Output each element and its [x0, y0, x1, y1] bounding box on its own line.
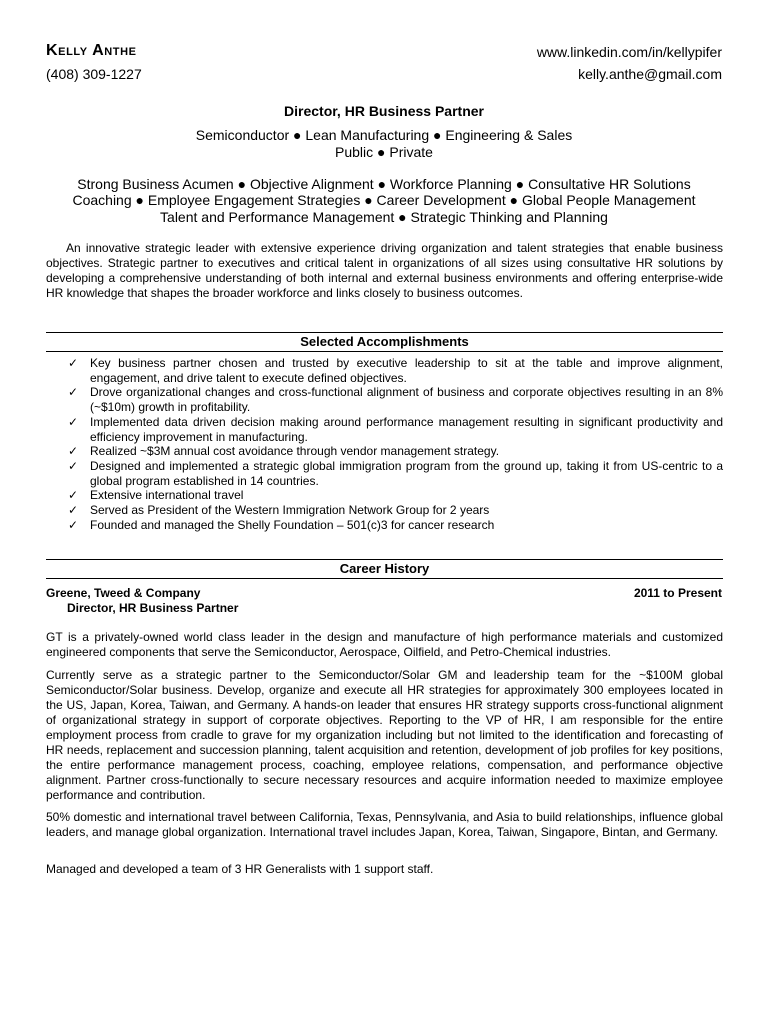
accomplishment-text: Served as President of the Western Immigration Network Group for 2 years: [90, 503, 490, 518]
career-paragraph: Currently serve as a strategic partner to the Semiconductor/Solar GM and leadership team for the ~$100M global Semiconductor/Solar business. Develop, organize and execute all HR strategies for approximately 300 employees located in the US, Japan, Korea, Taiwan, and Germany. A hands-on leader that ensures HR strategy supports cross-functional alignment of organizational strategy in support of corporate objectives. Reporting to the VP of HR, I am responsible for the entire employment process from cradle to grave for my organization including but not limited to the identification and forecasting of HR needs, replacement and succession planning, talent acquisition and retention, development of job profiles for key positions, the entire performance management process, coaching, employee relations, compensation, and performance objective alignment. Partner cross-functionally to secure necessary resources and acquire information needed to maximize employee performance and contribution.: [46, 668, 723, 802]
section-heading-career: Career History: [46, 559, 723, 579]
linkedin-url[interactable]: www.linkedin.com/in/kellypifer: [536, 44, 722, 60]
list-item: [46, 385, 723, 414]
summary-paragraph: An innovative strategic leader with extensive experience driving organization and talent strategies that enable business objectives. Strategic partner to executives and critical talent in organizations of all sizes using consultative HR solutions by developing a comprehensive understanding of both internal and external business environments and offering enterprise-wide HR knowledge that shapes the broader workforce and links closely to business outcomes.: [46, 241, 723, 300]
checkmark-icon: ✓: [68, 488, 79, 503]
accomplishment-text: Extensive international travel: [90, 488, 244, 503]
accomplishment-text: Drove organizational changes and cross-functional alignment of business and corporate objectives resulting in an 8% (~$10m) growth in profitability.: [90, 385, 723, 415]
career-paragraph: Managed and developed a team of 3 HR Generalists with 1 support staff.: [46, 862, 434, 876]
competencies-line: Strong Business Acumen ● Objective Alignment ● Workforce Planning ● Consultative HR Solutions: [77, 176, 691, 192]
list-item: [46, 488, 723, 503]
checkmark-icon: ✓: [68, 414, 79, 429]
checkmark-icon: ✓: [68, 356, 79, 370]
career-paragraph: GT is a privately-owned world class leader in the design and manufacture of high performance materials and customized engineered components that serve the Semiconductor, Aerospace, Oilfield, and Petro-Chemical industries.: [46, 630, 723, 659]
competencies-line: Talent and Performance Management ● Strategic Thinking and Planning: [160, 209, 608, 225]
company-name: Greene, Tweed & Company: [46, 586, 201, 600]
checkmark-icon: ✓: [68, 503, 79, 518]
list-item: [46, 503, 723, 518]
checkmark-icon: ✓: [68, 385, 79, 400]
checkmark-icon: ✓: [68, 517, 79, 532]
competencies-line: Coaching ● Employee Engagement Strategies ● Career Development ● Global People Management: [72, 192, 696, 208]
accomplishment-text: Realized ~$3M annual cost avoidance through vendor management strategy.: [90, 444, 500, 459]
candidate-name: Kelly Anthe: [46, 42, 137, 59]
list-item: [46, 459, 723, 488]
section-heading-accomplishments: Selected Accomplishments: [46, 332, 723, 352]
accomplishment-text: Founded and managed the Shelly Foundation – 501(c)3 for cancer research: [90, 517, 495, 532]
job-title: Director, HR Business Partner: [67, 601, 239, 615]
accomplishment-text: Implemented data driven decision making around performance management resulting in significant productivity and efficiency improvement in manufacturing.: [90, 414, 723, 444]
list-item: [46, 444, 723, 459]
accomplishment-text: Designed and implemented a strategic global immigration program from the ground up, taking it from US-centric to a global program established in 14 countries.: [90, 458, 723, 488]
industries-line: Semiconductor ● Lean Manufacturing ● Engineering & Sales: [195, 127, 573, 143]
career-paragraph: 50% domestic and international travel between California, Texas, Pennsylvania, and Asia to build relationships, influence global leaders, and manage global organization. International travel includes Japan, Korea, Taiwan, Singapore, Bintan, and Germany.: [46, 810, 723, 839]
checkmark-icon: ✓: [68, 458, 79, 473]
email-address[interactable]: kelly.anthe@gmail.com: [578, 66, 722, 82]
list-item: [46, 518, 723, 533]
employment-dates: 2011 to Present: [633, 586, 722, 600]
phone-number: (408) 309-1227: [46, 66, 142, 82]
checkmark-icon: ✓: [68, 444, 79, 459]
headline: Director, HR Business Partner: [284, 103, 484, 119]
industries-line: Public ● Private: [335, 144, 433, 160]
accomplishment-text: Key business partner chosen and trusted by executive leadership to sit at the table and improve alignment, engagement, and drive talent to execute defined objectives.: [90, 356, 723, 385]
accomplishments-list: [46, 356, 723, 532]
list-item: [46, 356, 723, 385]
list-item: [46, 415, 723, 444]
